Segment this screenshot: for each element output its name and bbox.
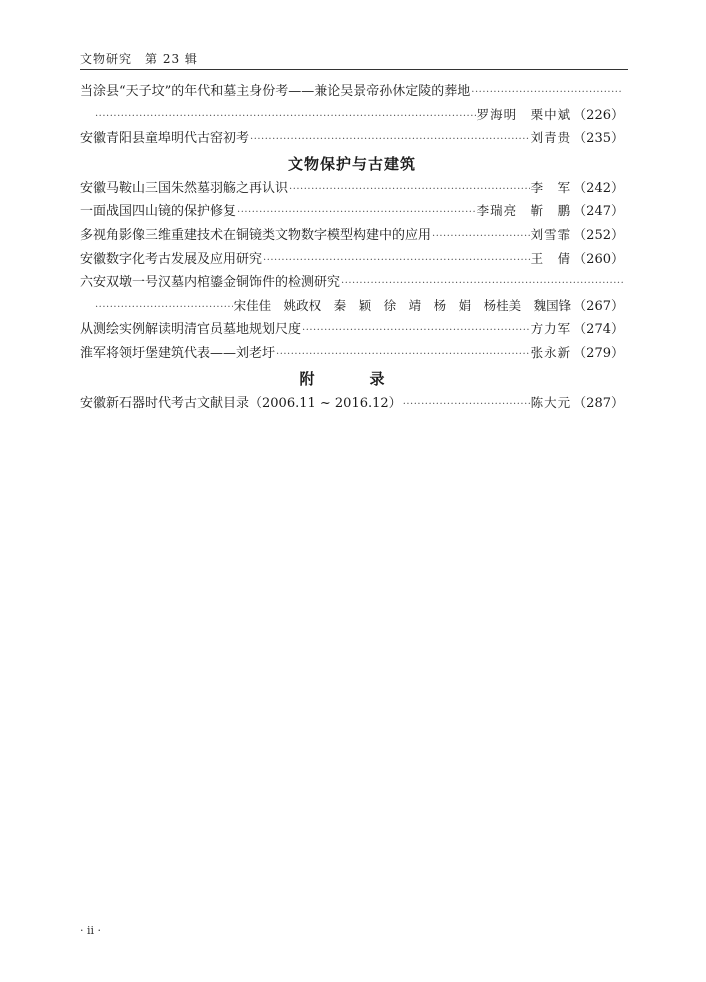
table-of-contents [80, 80, 624, 415]
toc-entry-authors: 宋佳佳 姚政权 秦 颖 徐 靖 杨 娟 杨桂美 魏国锋 [233, 297, 572, 313]
toc-entry-line2[interactable] [80, 295, 624, 319]
toc-entry[interactable] [80, 342, 624, 366]
toc-entry-page: （274） [573, 322, 624, 338]
toc-entry-authors: 王 倩 [530, 250, 572, 266]
toc-entry-title: 多视角影像三维重建技术在铜镜类文物数字模型构建中的应用 [80, 227, 432, 243]
dot-leader [403, 399, 530, 410]
toc-entry-title: 当涂县“天子坟”的年代和墓主身份考——兼论吴景帝孙休定陵的葬地 [80, 84, 471, 99]
toc-entry-page: （235） [573, 131, 624, 147]
toc-entry-page: （287） [573, 395, 624, 411]
toc-entry-title: 淮军将领圩堡建筑代表——刘老圩 [80, 345, 276, 361]
running-head: 文物研究 第 23 辑 [80, 52, 198, 66]
toc-entry[interactable] [80, 248, 624, 272]
dot-leader [95, 111, 476, 122]
dot-leader [263, 255, 530, 266]
toc-entry-title: 安徽青阳县童埠明代古窑初考 [80, 131, 250, 147]
toc-entry[interactable] [80, 177, 624, 201]
toc-entry-authors: 李 军 [530, 179, 572, 195]
toc-entry-title: 安徽新石器时代考古文献目录（2006.11 ~ 2016.12） [80, 395, 402, 411]
toc-entry-page: （260） [573, 251, 624, 267]
toc-entry[interactable] [80, 318, 624, 342]
toc-entry-page: （242） [573, 180, 624, 196]
toc-entry-title: 六安双墩一号汉墓内棺鎏金铜饰件的检测研究 [80, 275, 341, 291]
toc-entry-line1[interactable] [80, 80, 624, 104]
toc-entry-page: （247） [573, 204, 624, 220]
toc-entry-page: （226） [573, 107, 624, 123]
toc-entry-authors: 刘雪霏 [530, 226, 572, 242]
section-heading-appendix: 附 录 [299, 370, 405, 389]
header-rule [80, 69, 628, 70]
dot-leader [289, 184, 530, 195]
toc-entry[interactable] [80, 127, 624, 151]
toc-entry-authors: 罗海明 栗中斌 [476, 106, 572, 122]
dot-leader [95, 302, 233, 313]
dot-leader [276, 349, 530, 360]
toc-entry-authors: 陈大元 [530, 394, 572, 410]
toc-entry-authors: 李瑞亮 靳 鹏 [476, 203, 572, 219]
toc-entry-line1[interactable] [80, 271, 624, 295]
toc-entry-line2[interactable] [80, 104, 624, 128]
dot-leader [471, 87, 623, 98]
toc-entry[interactable] [80, 224, 624, 248]
toc-entry-page: （252） [573, 227, 624, 243]
section-heading-conservation: 文物保护与古建筑 [287, 155, 416, 174]
toc-entry-authors: 张永新 [530, 344, 572, 360]
toc-entry-page: （279） [573, 345, 624, 361]
dot-leader [432, 231, 530, 242]
toc-entry-authors: 刘青贵 [530, 130, 572, 146]
toc-entry-title: 从测绘实例解读明清官员墓地规划尺度 [80, 322, 302, 338]
dot-leader [250, 134, 530, 145]
toc-entry-title: 安徽马鞍山三国朱然墓羽觞之再认识 [80, 180, 289, 196]
toc-entry-authors: 方力军 [530, 321, 572, 337]
dot-leader [237, 207, 476, 218]
dot-leader [341, 278, 623, 289]
dot-leader [302, 325, 530, 336]
toc-entry-title: 一面战国四山镜的保护修复 [80, 204, 237, 220]
toc-entry-title: 安徽数字化考古发展及应用研究 [80, 251, 263, 267]
toc-entry[interactable] [80, 200, 624, 224]
toc-entry-page: （267） [573, 298, 624, 314]
toc-entry[interactable] [80, 392, 624, 416]
page-folio: · ii · [80, 924, 102, 937]
